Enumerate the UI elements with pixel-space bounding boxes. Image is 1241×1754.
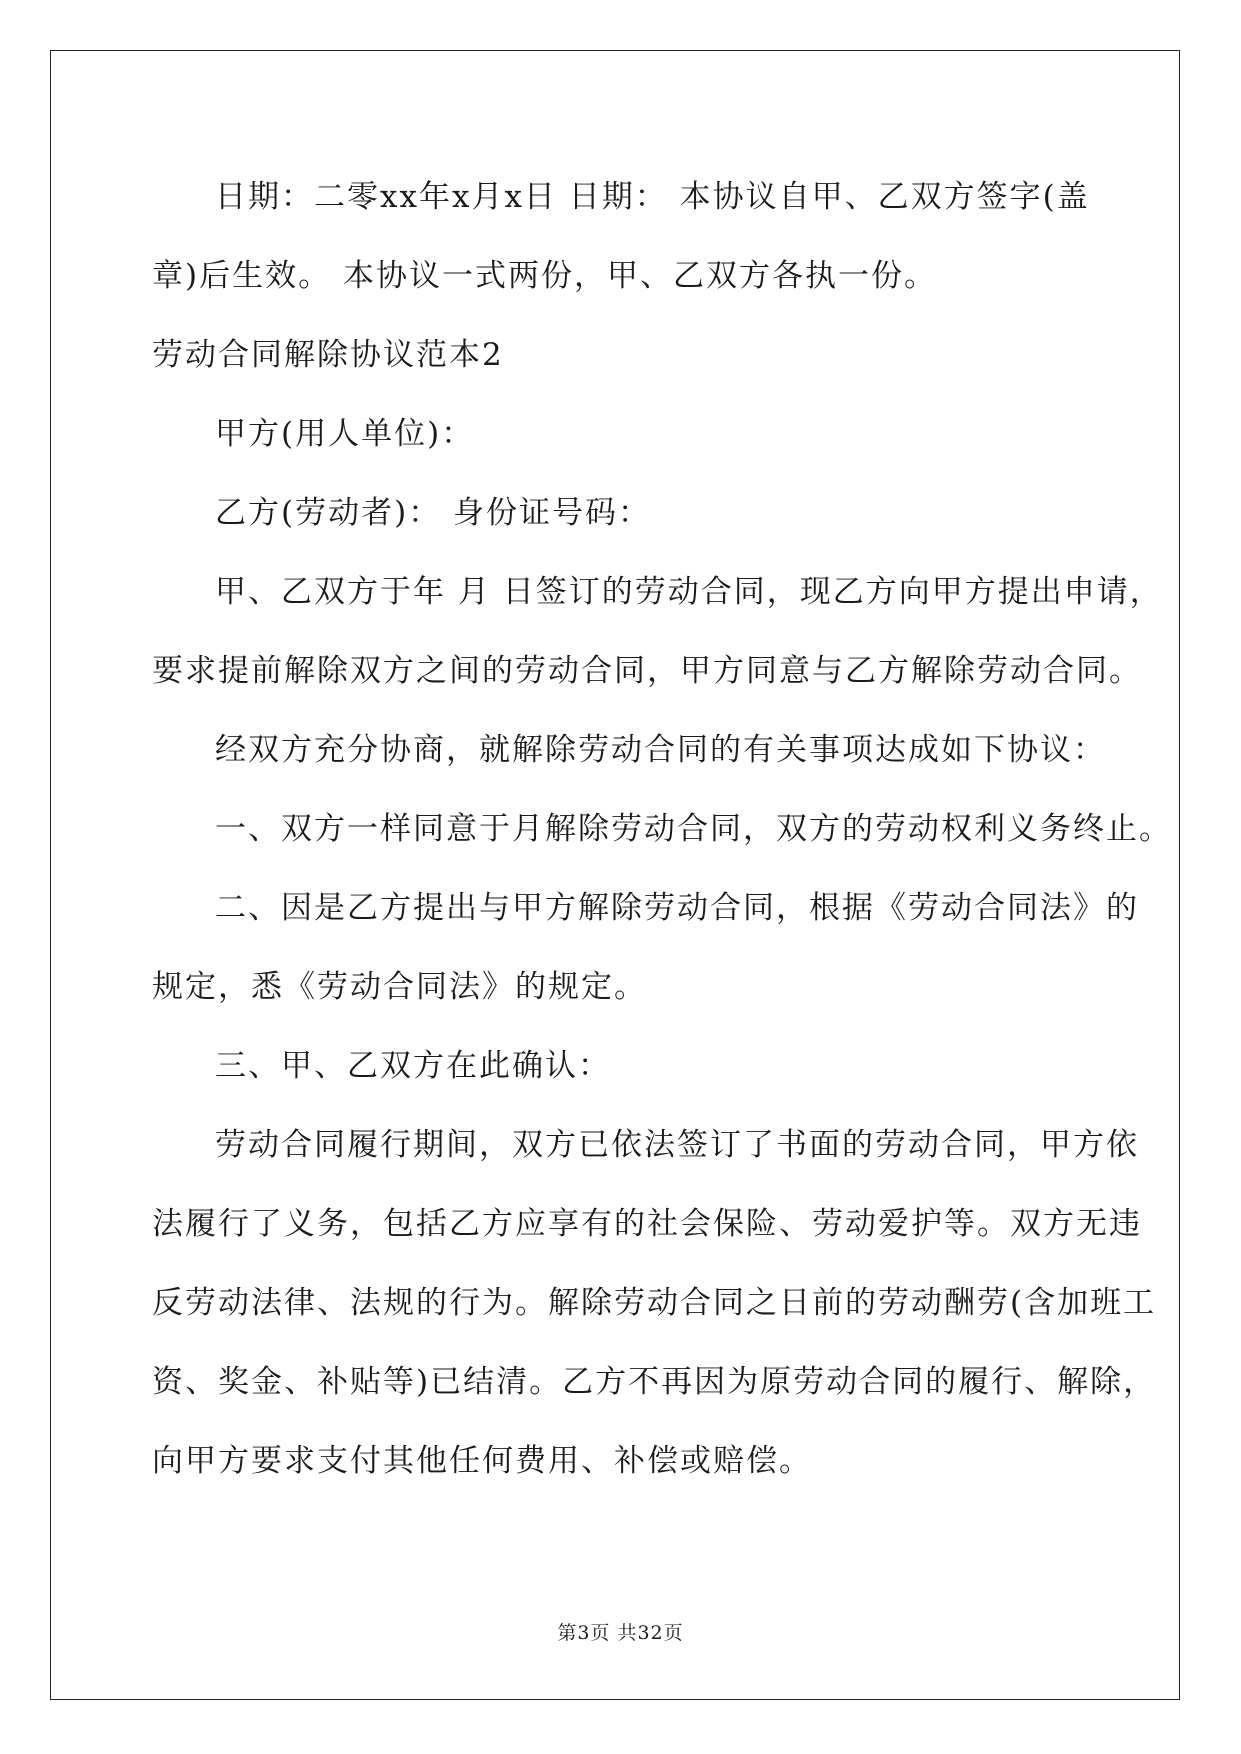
clause-two: 二、因是乙方提出与甲方解除劳动合同，根据《劳动合同法》的 [215,890,1139,926]
paragraph-line: 劳动合同履行期间，双方已依法签订了书面的劳动合同，甲方依 [215,1127,1139,1163]
paragraph-line: 资、奖金、补贴等)已结清。乙方不再因为原劳动合同的履行、解除， [152,1364,1157,1400]
paragraph-line: 章)后生效。 本协议一式两份，甲、乙双方各执一份。 [152,258,937,294]
page-number: 第3页 共32页 [557,1622,684,1644]
paragraph-line: 甲、乙双方于年 月 日签订的劳动合同，现乙方向甲方提出申请， [215,574,1163,610]
clause-three: 三、甲、乙双方在此确认： [215,1048,611,1084]
section-title: 劳动合同解除协议范本2 [152,337,504,373]
paragraph-line: 经双方充分协商，就解除劳动合同的有关事项达成如下协议： [215,732,1106,768]
paragraph-line: 规定，悉《劳动合同法》的规定。 [152,969,647,1005]
party-a-line: 甲方(用人单位)： [215,416,475,452]
paragraph-line: 日期：二零xx年x月x日 日期： 本协议自甲、乙双方签字(盖 [215,179,1090,215]
party-b-line: 乙方(劳动者)： 身份证号码： [215,495,652,531]
paragraph-line: 向甲方要求支付其他任何费用、补偿或赔偿。 [152,1443,812,1479]
clause-one: 一、双方一样同意于月解除劳动合同，双方的劳动权利义务终止。 [215,811,1172,847]
paragraph-line: 要求提前解除双方之间的劳动合同，甲方同意与乙方解除劳动合同。 [152,653,1142,689]
paragraph-line: 反劳动法律、法规的行为。解除劳动合同之日前的劳动酬劳(含加班工 [152,1285,1157,1321]
paragraph-line: 法履行了义务，包括乙方应享有的社会保险、劳动爱护等。双方无违 [152,1206,1142,1242]
document-body [152,158,1172,1501]
